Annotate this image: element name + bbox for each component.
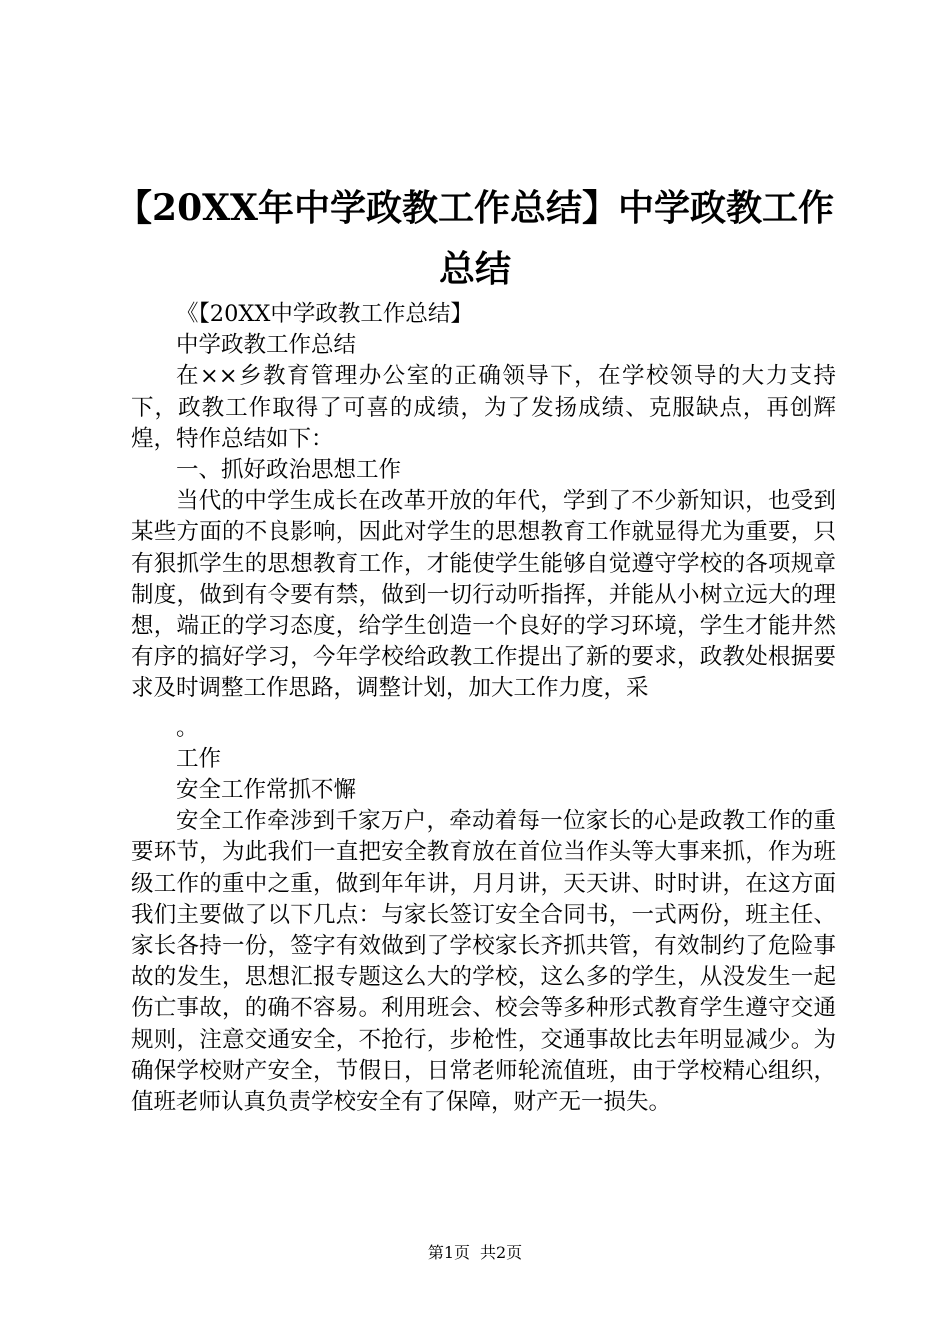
intro-paragraph: 在××乡教育管理办公室的正确领导下，在学校领导的大力支持下，政教工作取得了可喜的成绩，为了发扬成绩、克服缺点，再创辉煌，特作总结如下： (131, 363, 836, 452)
document-body (131, 299, 836, 1118)
page-number: 第1页 (427, 1243, 470, 1262)
spacer (131, 705, 836, 713)
document-title-line-1: 【20XX年中学政教工作总结】中学政教工作 (116, 187, 834, 229)
page-footer (0, 1243, 950, 1263)
fragment-period: 。 (176, 714, 199, 741)
source-line: 《【20XX中学政教工作总结】 (176, 301, 473, 327)
section-heading-safety: 安全工作常抓不懈 (176, 777, 357, 804)
paragraph-safety-work: 安全工作牵涉到千家万户，牵动着每一位家长的心是政教工作的重要环节，为此我们一直把安全教育放在首位当作头等大事来抓，作为班级工作的重中之重，做到年年讲，月月讲，天天讲、时时讲，在这方面我们主要做了以下几点：与家长签订安全合同书，一式两份，班主任、家长各持一份，签字有效做到了学校家长齐抓共管，有效制约了危险事故的发生，思想汇报专题这么大的学校，这么多的学生，从没发生一起伤亡事故，的确不容易。利用班会、校会等多种形式教育学生遵守交通规则，注意交通安全，不抢行，步枪性，交通事故比去年明显减少。为确保学校财产安全，节假日，日常老师轮流值班，由于学校精心组织，值班老师认真负责学校安全有了保障，财产无一损失。 (131, 808, 836, 1116)
document-title-line-2: 总结 (438, 248, 511, 290)
subtitle-line: 中学政教工作总结 (176, 332, 357, 359)
page-total: 共2页 (480, 1243, 523, 1262)
paragraph-political-work: 当代的中学生成长在改革开放的年代，学到了不少新知识，也受到某些方面的不良影响，因此对学生的思想教育工作就显得尤为重要，只有狠抓学生的思想教育工作，才能使学生能够自觉遵守学校的各项规章制度，做到有令要有禁，做到一切行动听指挥，并能从小树立远大的理想，端正的学习态度，给学生创造一个良好的学习环境，学生才能井然有序的搞好学习，今年学校给政教工作提出了新的要求，政教处根据要求及时调整工作思路，调整计划，加大工作力度，采 (131, 488, 836, 702)
section-heading-1: 一、抓好政治思想工作 (176, 457, 402, 484)
fragment-work: 工作 (176, 745, 222, 772)
